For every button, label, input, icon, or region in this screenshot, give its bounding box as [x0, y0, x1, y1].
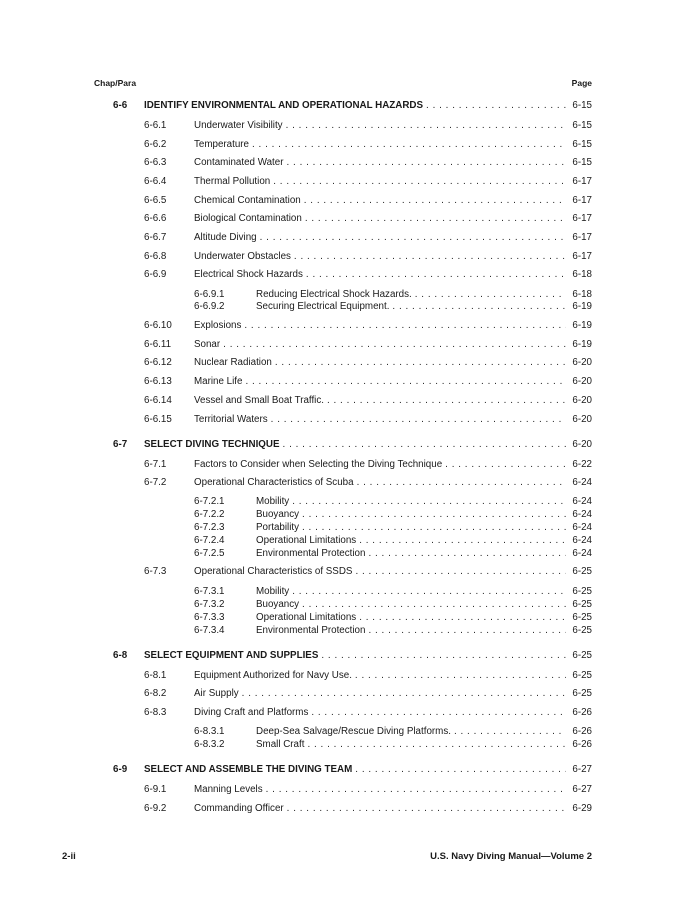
toc-entry-title: Biological Contamination	[194, 213, 302, 224]
toc-entry-number: 6-9.1	[144, 784, 167, 795]
toc-entry-level-2[interactable]	[144, 194, 592, 208]
toc-entry-title: Air Supply	[194, 688, 239, 699]
toc-entry-number: 6-6.11	[144, 339, 172, 350]
toc-entry-level-2[interactable]	[144, 706, 592, 720]
toc-entry-title: Explosions	[194, 320, 242, 331]
toc-entry-level-3[interactable]	[194, 611, 592, 625]
dot-leader	[257, 231, 566, 245]
toc-entry-title: Small Craft	[256, 739, 305, 750]
toc-entry-number: 6-9	[113, 764, 128, 775]
toc-entry-page: 6-15	[572, 120, 592, 131]
dot-leader	[352, 763, 566, 777]
toc-entry-level-2[interactable]	[144, 250, 592, 264]
toc-entry-page: 6-20	[572, 357, 592, 368]
toc-entry-number: 6-7.2	[144, 477, 167, 488]
toc-entry-number: 6-7.2.4	[194, 535, 225, 546]
toc-entry-title: Contaminated Water	[194, 157, 284, 168]
toc-entry-level-2[interactable]	[144, 231, 592, 245]
dot-leader	[356, 611, 566, 625]
toc-entry-level-2[interactable]	[144, 669, 592, 683]
toc-entry-title: Deep-Sea Salvage/Rescue Diving Platforms.	[256, 726, 451, 737]
dot-leader	[241, 319, 566, 333]
toc-entry-page: 6-20	[572, 414, 592, 425]
toc-entry-number: 6-6.12	[144, 357, 172, 368]
toc-entry-page: 6-25	[572, 599, 592, 610]
toc-entry-level-2[interactable]	[144, 175, 592, 189]
toc-entry-level-2[interactable]	[144, 802, 592, 816]
toc-entry-number: 6-6	[113, 100, 128, 111]
toc-entry-title: Factors to Consider when Selecting the Diving Technique	[194, 459, 443, 470]
toc-entry-page: 6-25	[572, 586, 592, 597]
toc-entry-number: 6-7.3.3	[194, 612, 225, 623]
toc-entry-title: Underwater Obstacles	[194, 251, 291, 262]
toc-entry-page: 6-24	[572, 548, 592, 559]
toc-entry-title: IDENTIFY ENVIRONMENTAL AND OPERATIONAL HAZARDS	[144, 100, 424, 111]
toc-entry-page: 6-24	[572, 522, 592, 533]
dot-leader	[324, 394, 566, 408]
toc-entry-title: Altitude Diving	[194, 232, 257, 243]
toc-entry-page: 6-25	[572, 670, 592, 681]
dot-leader	[301, 194, 566, 208]
toc-entry-page: 6-20	[572, 395, 592, 406]
toc-entry-number: 6-6.9	[144, 269, 167, 280]
toc-entry-page: 6-20	[572, 439, 592, 450]
dot-leader	[280, 438, 566, 452]
toc-entry-page: 6-26	[572, 726, 592, 737]
dot-leader	[289, 495, 566, 509]
toc-entry-title: Electrical Shock Hazards	[194, 269, 303, 280]
toc-entry-number: 6-8	[113, 650, 128, 661]
toc-entry-title: Equipment Authorized for Navy Use.	[194, 670, 352, 681]
toc-entry-level-3[interactable]	[194, 495, 592, 509]
toc-entry-page: 6-19	[572, 339, 592, 350]
toc-entry-number: 6-7.1	[144, 459, 167, 470]
toc-entry-page: 6-17	[572, 195, 592, 206]
toc-entry-number: 6-6.13	[144, 376, 172, 387]
toc-entry-page: 6-15	[572, 139, 592, 150]
toc-entry-page: 6-25	[572, 612, 592, 623]
dot-leader	[308, 706, 566, 720]
toc-entry-title: Environmental Protection	[256, 625, 366, 636]
dot-leader	[239, 687, 566, 701]
toc-entry-page: 6-25	[572, 650, 592, 661]
dot-leader	[263, 783, 566, 797]
toc-entry-page: 6-25	[572, 625, 592, 636]
toc-entry-number: 6-6.3	[144, 157, 167, 168]
toc-entry-page: 6-22	[572, 459, 592, 470]
toc-entry-number: 6-8.3	[144, 707, 167, 718]
dot-leader	[352, 565, 566, 579]
toc-entry-title: Chemical Contamination	[194, 195, 301, 206]
toc-entry-title: Temperature	[194, 139, 249, 150]
toc-entry-level-2[interactable]	[144, 394, 592, 408]
toc-entry-level-3[interactable]	[194, 300, 592, 314]
dot-leader	[283, 119, 566, 133]
dot-leader	[442, 458, 566, 472]
dot-leader	[284, 802, 566, 816]
toc-entry-level-3[interactable]	[194, 508, 592, 522]
toc-entry-title: SELECT AND ASSEMBLE THE DIVING TEAM	[144, 764, 353, 775]
toc-entry-title: SELECT EQUIPMENT AND SUPPLIES	[144, 650, 319, 661]
toc-entry-number: 6-8.2	[144, 688, 167, 699]
toc-entry-title: Manning Levels	[194, 784, 263, 795]
toc-entry-level-1[interactable]	[113, 649, 592, 663]
toc-entry-level-3[interactable]	[194, 521, 592, 535]
toc-entry-level-1[interactable]	[113, 763, 592, 777]
toc-entry-level-3[interactable]	[194, 624, 592, 638]
toc-entry-title: Marine Life	[194, 376, 243, 387]
toc-entry-page: 6-24	[572, 477, 592, 488]
toc-entry-number: 6-6.1	[144, 120, 167, 131]
toc-entry-level-2[interactable]	[144, 319, 592, 333]
toc-entry-page: 6-19	[572, 301, 592, 312]
toc-entry-number: 6-9.2	[144, 803, 167, 814]
dot-leader	[365, 624, 566, 638]
toc-entry-page: 6-15	[572, 157, 592, 168]
dot-leader	[299, 521, 566, 535]
toc-entry-page: 6-25	[572, 688, 592, 699]
toc-entry-level-3[interactable]	[194, 547, 592, 561]
dot-leader	[291, 250, 566, 264]
toc-entry-number: 6-6.9.1	[194, 289, 225, 300]
toc-entry-page: 6-18	[572, 269, 592, 280]
dot-leader	[389, 300, 566, 314]
dot-leader	[220, 338, 566, 352]
dot-leader	[249, 138, 566, 152]
toc-entry-number: 6-7.3.1	[194, 586, 225, 597]
toc-entry-page: 6-24	[572, 509, 592, 520]
toc-entry-title: Operational Characteristics of SSDS	[194, 566, 353, 577]
toc-entry-page: 6-17	[572, 232, 592, 243]
toc-entry-level-2[interactable]	[144, 565, 592, 579]
dot-leader	[318, 649, 566, 663]
toc-entry-number: 6-7.3.2	[194, 599, 225, 610]
toc-entry-level-2[interactable]	[144, 413, 592, 427]
toc-entry-number: 6-6.8	[144, 251, 167, 262]
toc-entry-page: 6-24	[572, 496, 592, 507]
dot-leader	[299, 508, 566, 522]
dot-leader	[354, 476, 566, 490]
dot-leader	[423, 99, 566, 113]
toc-entry-number: 6-6.7	[144, 232, 167, 243]
dot-leader	[352, 669, 566, 683]
toc-entry-page: 6-17	[572, 251, 592, 262]
toc-entry-number: 6-7.2.1	[194, 496, 225, 507]
toc-entry-number: 6-7.2.3	[194, 522, 225, 533]
toc-entry-number: 6-7.2.5	[194, 548, 225, 559]
dot-leader	[451, 725, 566, 739]
toc-entry-title: Vessel and Small Boat Traffic.	[194, 395, 324, 406]
toc-entry-page: 6-19	[572, 320, 592, 331]
toc-entry-level-2[interactable]	[144, 476, 592, 490]
toc-entry-number: 6-8.3.1	[194, 726, 225, 737]
toc-entry-level-2[interactable]	[144, 687, 592, 701]
toc-entry-level-2[interactable]	[144, 138, 592, 152]
toc-entry-page: 6-15	[572, 100, 592, 111]
toc-entry-level-2[interactable]	[144, 338, 592, 352]
dot-leader	[365, 547, 566, 561]
toc-entry-page: 6-25	[572, 566, 592, 577]
toc-entry-level-2[interactable]	[144, 119, 592, 133]
dot-leader	[302, 212, 566, 226]
toc-entry-number: 6-7.3	[144, 566, 167, 577]
toc-entry-page: 6-26	[572, 707, 592, 718]
dot-leader	[303, 268, 566, 282]
toc-entry-title: Portability	[256, 522, 300, 533]
toc-entry-page: 6-20	[572, 376, 592, 387]
toc-entry-title: SELECT DIVING TECHNIQUE	[144, 439, 280, 450]
toc-entry-number: 6-6.6	[144, 213, 167, 224]
header-chap-para-label: Chap/Para	[94, 78, 137, 88]
toc-entry-level-2[interactable]	[144, 375, 592, 389]
toc-entry-level-3[interactable]	[194, 725, 592, 739]
toc-entry-number: 6-6.4	[144, 176, 167, 187]
toc-entry-title: Operational Limitations	[256, 612, 357, 623]
dot-leader	[270, 175, 566, 189]
dot-leader	[272, 356, 566, 370]
toc-entry-level-2[interactable]	[144, 268, 592, 282]
dot-leader	[283, 156, 566, 170]
toc-entry-number: 6-6.9.2	[194, 301, 225, 312]
dot-leader	[304, 738, 566, 752]
toc-entry-number: 6-8.1	[144, 670, 167, 681]
toc-entry-number: 6-7.3.4	[194, 625, 225, 636]
dot-leader	[268, 413, 566, 427]
toc-entry-level-2[interactable]	[144, 783, 592, 797]
toc-entry-page: 6-27	[572, 784, 592, 795]
toc-entry-title: Buoyancy	[256, 599, 300, 610]
toc-entry-title: Securing Electrical Equipment.	[256, 301, 390, 312]
dot-leader	[356, 534, 566, 548]
footer-manual-title: U.S. Navy Diving Manual—Volume 2	[430, 851, 592, 862]
toc-entry-title: Thermal Pollution	[194, 176, 271, 187]
toc-entry-level-2[interactable]	[144, 458, 592, 472]
toc-entry-page: 6-29	[572, 803, 592, 814]
toc-entry-level-2[interactable]	[144, 356, 592, 370]
toc-entry-title: Mobility	[256, 586, 290, 597]
toc-entry-title: Environmental Protection	[256, 548, 366, 559]
toc-entry-page: 6-18	[572, 289, 592, 300]
toc-entry-title: Nuclear Radiation	[194, 357, 272, 368]
dot-leader	[242, 375, 566, 389]
toc-entry-number: 6-8.3.2	[194, 739, 225, 750]
toc-entry-page: 6-27	[572, 764, 592, 775]
toc-entry-number: 6-6.15	[144, 414, 172, 425]
toc-entry-title: Underwater Visibility	[194, 120, 283, 131]
toc-entry-level-3[interactable]	[194, 738, 592, 752]
toc-entry-title: Commanding Officer	[194, 803, 284, 814]
header-page-label: Page	[571, 78, 592, 88]
toc-entry-number: 6-6.2	[144, 139, 167, 150]
toc-entry-title: Territorial Waters	[194, 414, 268, 425]
toc-entry-number: 6-6.10	[144, 320, 172, 331]
toc-entry-number: 6-6.14	[144, 395, 172, 406]
dot-leader	[299, 598, 566, 612]
toc-entry-title: Sonar	[194, 339, 221, 350]
toc-entry-number: 6-7.2.2	[194, 509, 225, 520]
toc-entry-level-2[interactable]	[144, 156, 592, 170]
toc-entry-number: 6-6.5	[144, 195, 167, 206]
toc-entry-level-1[interactable]	[113, 438, 592, 452]
toc-entry-title: Operational Characteristics of Scuba	[194, 477, 354, 488]
dot-leader	[289, 585, 566, 599]
toc-entry-title: Diving Craft and Platforms	[194, 707, 309, 718]
toc-entry-page: 6-26	[572, 739, 592, 750]
footer-page-number: 2-ii	[62, 851, 76, 862]
toc-entry-title: Mobility	[256, 496, 290, 507]
toc-entry-title: Buoyancy	[256, 509, 300, 520]
toc-entry-level-2[interactable]	[144, 212, 592, 226]
toc-entry-level-3[interactable]	[194, 534, 592, 548]
toc-entry-page: 6-17	[572, 213, 592, 224]
toc-entry-number: 6-7	[113, 439, 128, 450]
toc-entry-title: Reducing Electrical Shock Hazards.	[256, 289, 412, 300]
toc-entry-level-3[interactable]	[194, 598, 592, 612]
toc-entry-title: Operational Limitations	[256, 535, 357, 546]
toc-entry-page: 6-17	[572, 176, 592, 187]
toc-entry-level-3[interactable]	[194, 585, 592, 599]
toc-entry-page: 6-24	[572, 535, 592, 546]
toc-entry-level-1[interactable]	[113, 99, 592, 113]
